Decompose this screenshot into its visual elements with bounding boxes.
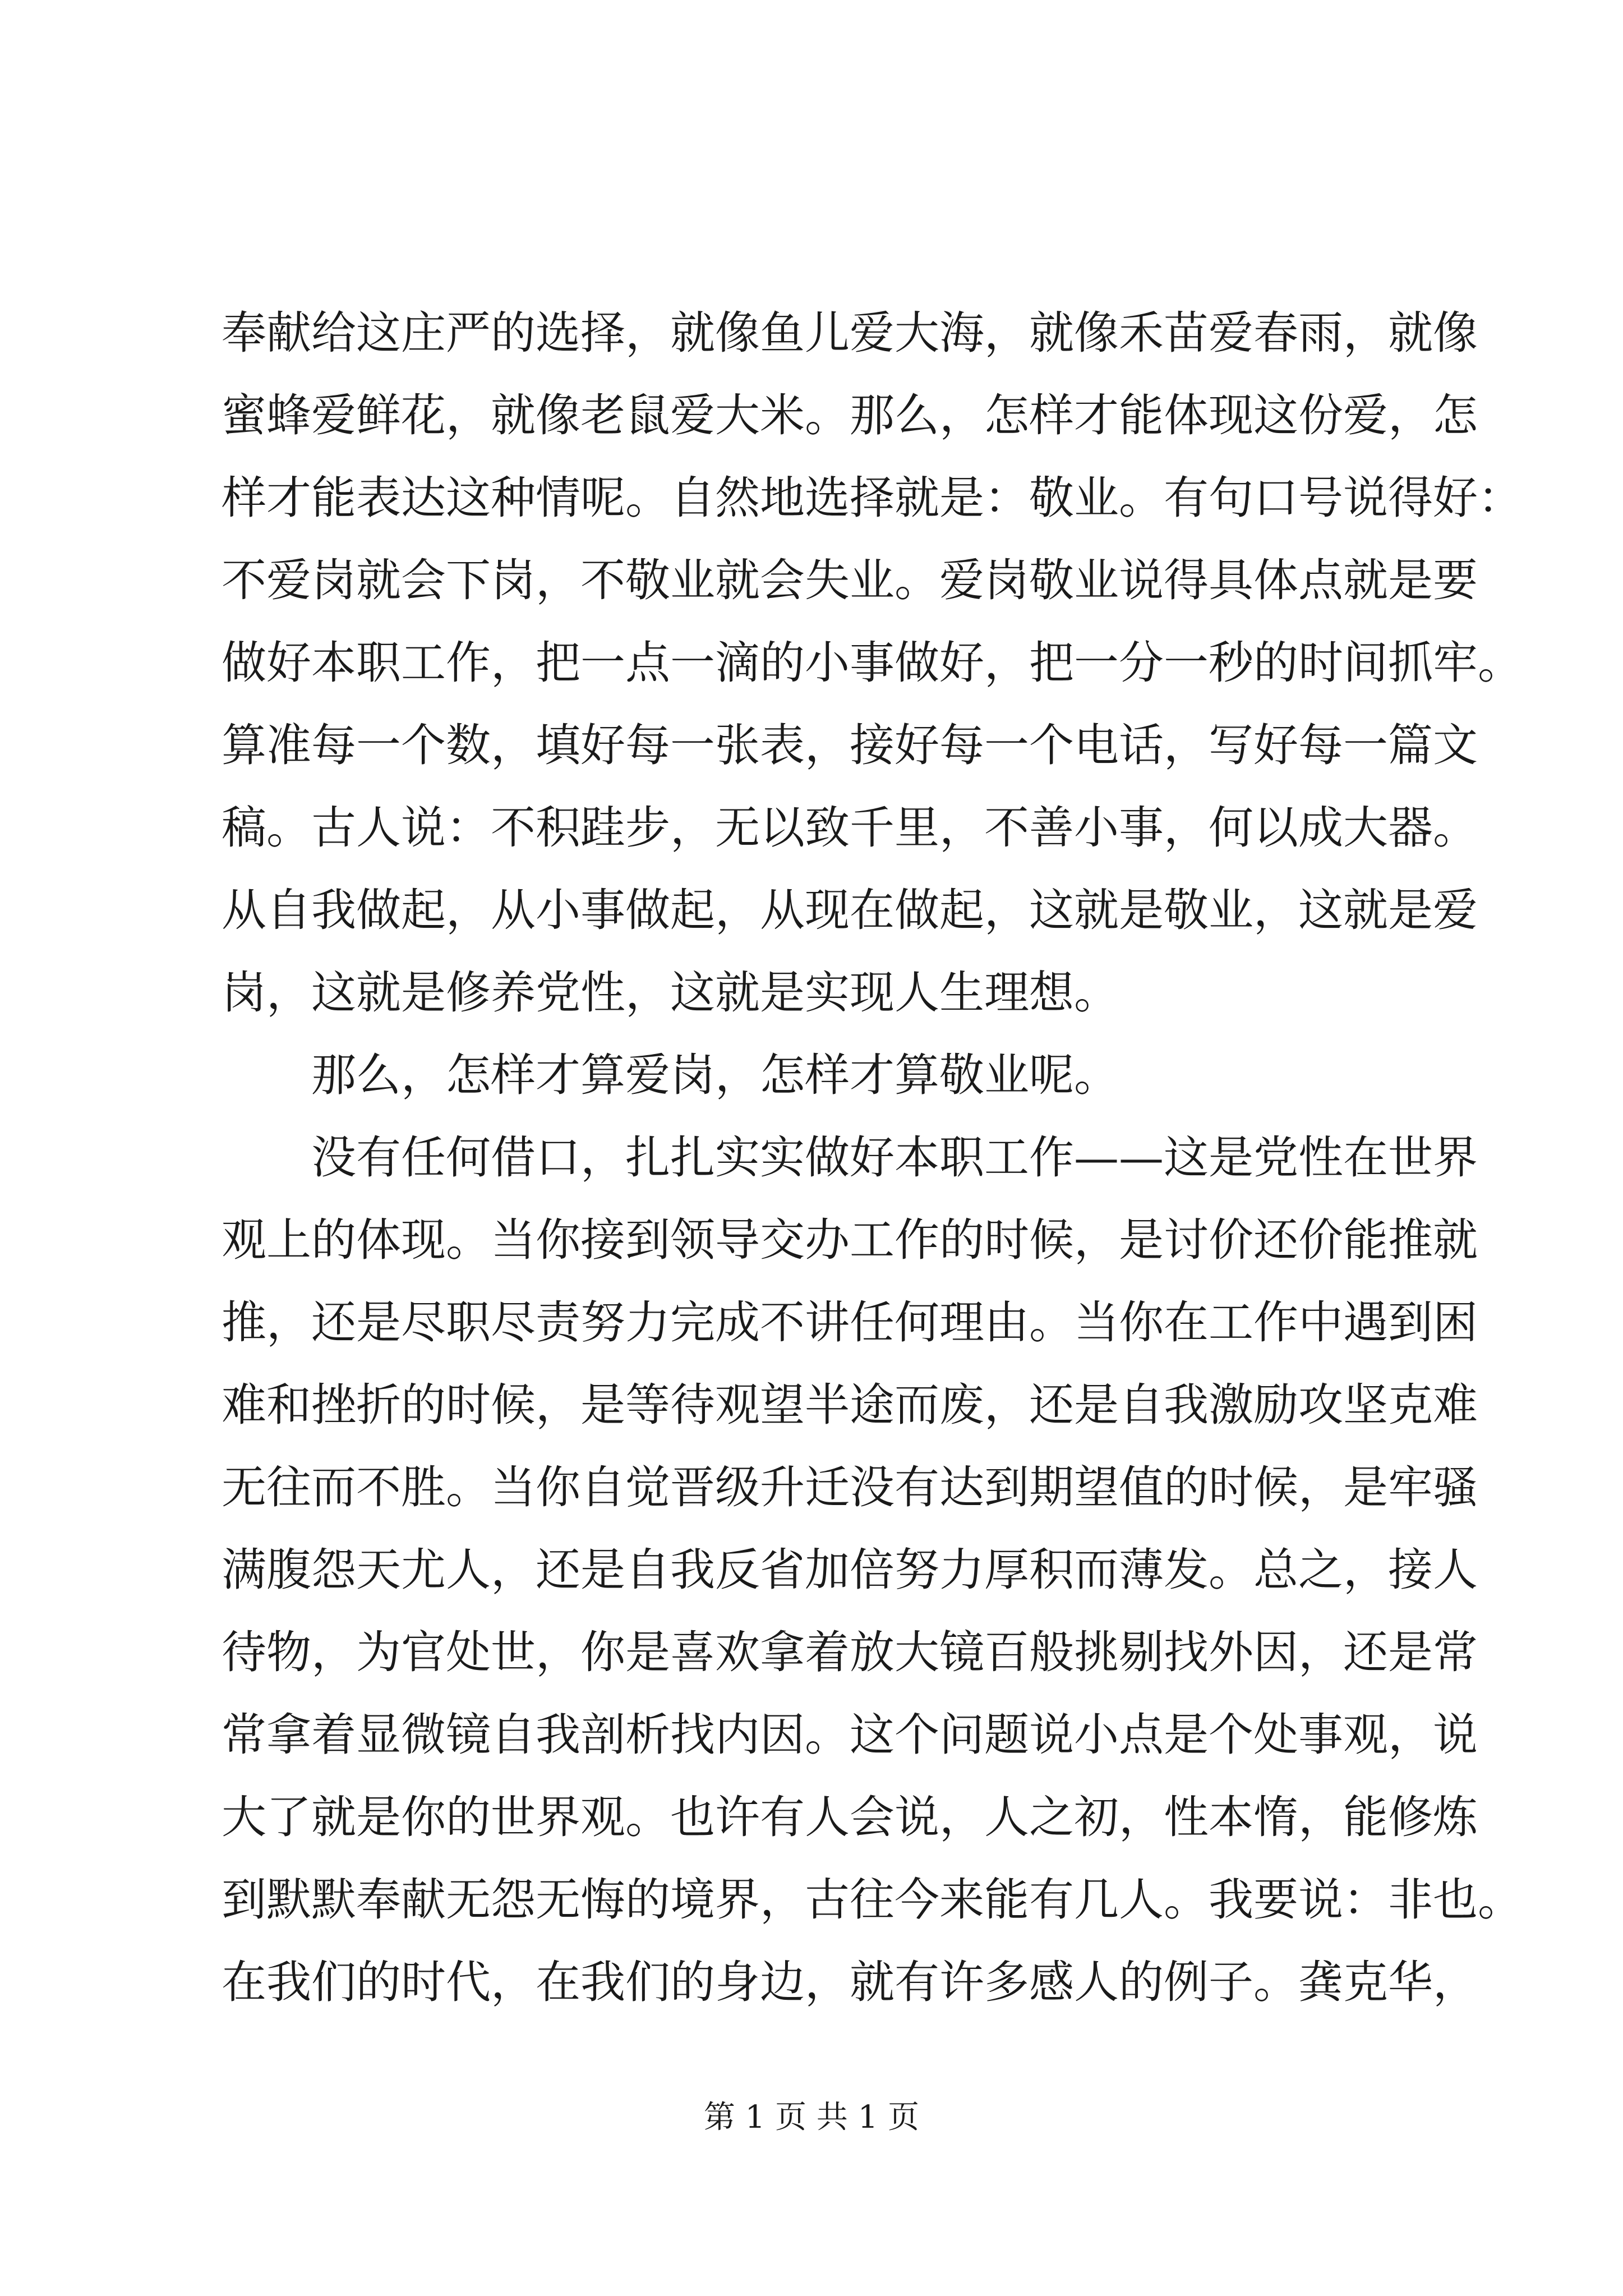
text-line: 样才能表达这种情呢。自然地选择就是：敬业。有句口号说得好： — [222, 472, 1523, 524]
text-line: 算准每一个数，填好每一张表，接好每一个电话，写好每一篇文 — [222, 719, 1478, 771]
text-line: 难和挫折的时候，是等待观望半途而废，还是自我激励攻坚克难 — [222, 1379, 1478, 1431]
document-body — [222, 292, 1523, 2023]
text-line: 推，还是尽职尽责努力完成不讲任何理由。当你在工作中遇到困 — [222, 1296, 1478, 1349]
text-line: 不爱岗就会下岗，不敬业就会失业。爱岗敬业说得具体点就是要 — [222, 554, 1478, 606]
text-line: 做好本职工作，把一点一滴的小事做好，把一分一秒的时间抓牢。 — [222, 637, 1523, 689]
text-line: 岗，这就是修养党性，这就是实现人生理想。 — [222, 967, 1119, 1019]
text-line: 到默默奉献无怨无悔的境界，古往今来能有几人。我要说：非也。 — [222, 1874, 1523, 1926]
text-line: 奉献给这庄严的选择，就像鱼儿爱大海，就像禾苗爱春雨，就像 — [222, 307, 1478, 359]
text-line: 蜜蜂爱鲜花，就像老鼠爱大米。那么，怎样才能体现这份爱，怎 — [222, 389, 1478, 441]
text-line: 稿。古人说：不积跬步，无以致千里，不善小事，何以成大器。 — [222, 802, 1478, 854]
text-line: 常拿着显微镜自我剖析找内因。这个问题说小点是个处事观，说 — [222, 1709, 1478, 1761]
text-line: 从自我做起，从小事做起，从现在做起，这就是敬业，这就是爱 — [222, 884, 1478, 936]
page-number-label: 第 1 页 共 1 页 — [703, 2099, 920, 2136]
page-footer — [0, 2098, 1623, 2137]
text-line: 观上的体现。当你接到领导交办工作的时候，是讨价还价能推就 — [222, 1214, 1478, 1266]
text-line: 大了就是你的世界观。也许有人会说，人之初，性本惰，能修炼 — [222, 1791, 1478, 1843]
text-line: 满腹怨天尤人，还是自我反省加倍努力厚积而薄发。总之，接人 — [222, 1544, 1478, 1596]
paragraph-start-line: 没有任何借口，扎扎实实做好本职工作——这是党性在世界 — [311, 1131, 1478, 1184]
text-line: 无往而不胜。当你自觉晋级升迁没有达到期望值的时候，是牢骚 — [222, 1461, 1478, 1513]
text-line: 在我们的时代，在我们的身边，就有许多感人的例子。龚克华， — [222, 1956, 1478, 2008]
text-line: 待物，为官处世，你是喜欢拿着放大镜百般挑剔找外因，还是常 — [222, 1626, 1478, 1678]
paragraph-start-line: 那么，怎样才算爱岗，怎样才算敬业呢。 — [311, 1049, 1119, 1101]
